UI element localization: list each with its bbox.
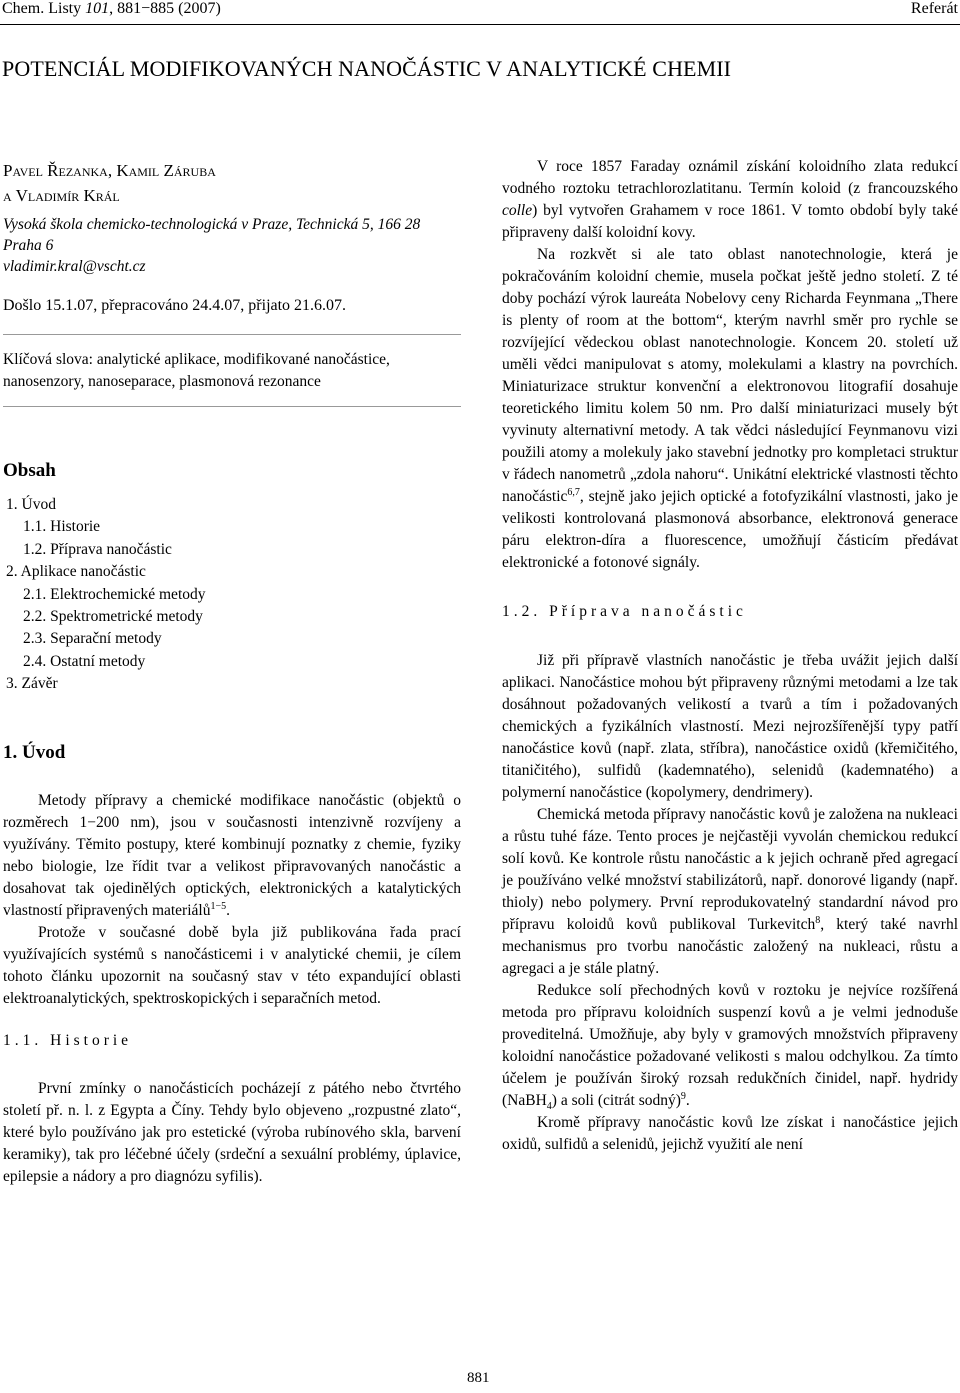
journal-pages: , 881−885 (2007) [109, 0, 221, 17]
toc-item[interactable]: 3. Závěr [6, 675, 58, 693]
article-title: POTENCIÁL MODIFIKOVANÝCH NANOČÁSTIC V ANALYTICKÉ CHEMII [2, 56, 732, 81]
section-1-1-paragraph-3 [502, 244, 958, 574]
toc-item[interactable]: 1. Úvod [6, 496, 56, 513]
section-1-1-heading: 1.1. Historie [3, 1031, 133, 1049]
section-1-2-paragraph-4: Kromě přípravy nanočástic kovů lze získat i nanočástice jejich oxidů, sulfidů a selenidů, jejichž využití ale není [502, 1114, 958, 1153]
affiliation [3, 214, 461, 277]
journal-name: Chem. Listy [2, 0, 86, 17]
section-1-1-paragraph-2 [502, 156, 958, 244]
section-1-1-paragraph-1: První zmínky o nanočásticích pocházejí z pátého nebo čtvrtého století př. n. l. z Egypta a Číny. Tehdy bylo objeveno „rozpustné zlato“, které bylo používáno jak pro estetické (výroba rubínového skla, barvení keramiky), tak pro léčebné účely (srdeční a sexuální problémy, úplavice, epilepsie a nádory a pro diagnózu syfilis). [3, 1079, 461, 1185]
section-1-2-p3-text-a: Redukce solí přechodných kovů v roztoku je nejvíce rozšířená metoda pro přípravu koloidních suspenzí kovů a je velmi jednoduše proveditelná. Umožňuje, aby byly v gramových množstvích připraveny koloidní nanočástice požadované velikosti s malou odchylkou. Za tímto účelem je používán široký rozsah redukčních činidel, např. hydridy (NaBH [502, 982, 958, 1109]
toc-item[interactable]: 2. Aplikace nanočástic [6, 563, 146, 581]
toc-item[interactable]: 2.2. Spektrometrické metody [23, 608, 203, 626]
section-1-2-paragraph-2 [502, 804, 958, 980]
section-1-1-p2-text-b: ) byl vytvořen Grahamem v roce 1861. V tomto období byly také připraveny další koloidní kovy. [502, 202, 958, 241]
toc-item[interactable]: 1.1. Historie [23, 518, 101, 536]
toc-heading: Obsah [3, 460, 56, 481]
toc-item[interactable]: 2.3. Separační metody [23, 630, 162, 648]
journal-volume: 101 [85, 0, 110, 17]
keywords: Klíčová slova: analytické aplikace, modifikované nanočástice, nanosenzory, nanoseparace, plasmonová rezonance [3, 351, 390, 390]
left-column [3, 158, 461, 1188]
citation-ref: 9 [680, 1090, 686, 1102]
citation-ref: 8 [815, 914, 821, 926]
section-1-paragraph-2: Protože v současné době byla již publikována řada prací využívajících systémů s nanočásticemi i v analytické chemii, je cílem tohoto článku upozornit na současný stav v této expandující oblasti elektroanalytických, spektroskopických i separačních metod. [3, 923, 461, 1007]
section-1-p1-text: Metody přípravy a chemické modifikace nanočástic (objektů o rozměrech 1−200 nm), jsou v současnosti intenzivně rozvíjeny a využívány. Těmito postupy, které kombinují poznatky z chemie, fyziky nebo biologie, lze řídit tvar a velikost připravovaných nanočástic a dosahovat tak ojedinělých optických, elektronických a katalytických vlastností připravených materiálů [3, 791, 461, 919]
section-1-2-p3-text-b: ) a soli (citrát sodný) [551, 1092, 681, 1109]
section-1-heading: 1. Úvod [3, 741, 66, 763]
authors [3, 158, 461, 208]
header-divider [0, 24, 960, 25]
authors-line-2: a Vladimír Král [3, 186, 120, 205]
toc-item[interactable]: 1.2. Příprava nanočástic [23, 540, 172, 558]
section-1-1-p3-text-a: Na rozkvět si ale tato oblast nanotechnologie, která je pokračováním koloidní chemie, musela počkat ještě jedno století. Z té doby pochází výrok laureáta Nobelovy ceny Richarda Feynmana „There is plenty of room at the bottom“, kterým navrhl směr pro rychle se rozvíjející vědeckou oblast nanotechnologie. Koncem 20. století už uměli vědci manipulovat s atomy, molekulami a klastry na povrchích. Miniaturizace struktur konvenční a elektronovou litografií dosahuje teoretického limitu kolem 50 nm. Pro další miniaturizaci musely být vyvinuty alternativní metody. A tak vědci následující Feynmanovu vizi použili atomy a molekuly jako stavební jednotky pro kompletaci struktur v řádech nanometrů „zdola nahoru“. Unikátní elektrické vlastnosti těchto nanočástic [502, 246, 958, 505]
citation-ref: 6,7 [567, 486, 580, 498]
affiliation-address: Vysoká škola chemicko-technologická v Praze, Technická 5, 166 28 Praha 6 [3, 216, 421, 254]
section-1-paragraph-1: Metody přípravy a chemické modifikace nanočástic (objektů o rozměrech 1−200 nm), jsou v současnosti intenzivně rozvíjeny a využívány. Těmito postupy, které kombinují poznatky z chemie, fyziky nebo biologie, lze řídit tvar a velikost připravovaných nanočástic a dosahovat tak ojedinělých optických, elektronických a katalytických vlastností připravených materiálů$^{1-5}$. [3, 791, 461, 919]
term-colle: colle [502, 202, 533, 219]
section-1-2-p2-text-a: Chemická metoda přípravy nanočástic kovů je založena na nukleaci a růstu tuhé fáze. Tento proces je nejčastěji vyvolán chemickou redukcí solí kovů. Ke kontrole růstu nanočástic a k jejich ochraně před agregací je používáno velké množství stabilizátorů, např. donorové ligandy (např. thioly) nebo polymery. První reprodukovatelný standardní návod pro přípravu koloidů kovů publikoval Turkevitch [502, 806, 958, 933]
section-1-2-heading: 1.2. Příprava nanočástic [502, 603, 747, 620]
authors-line-1: Pavel Řezanka, Kamil Záruba [3, 161, 216, 180]
section-1-2-p2-text-b: , který také navrhl mechanismus pro tvorbu nanočástic založený na nukleaci, růstu a agregaci a je stále platný. [502, 916, 958, 977]
journal-citation [2, 0, 221, 18]
section-1-2-paragraph-3 [502, 980, 958, 1112]
toc-item[interactable]: 2.1. Elektrochemické metody [23, 585, 206, 603]
section-1-2-p3-text-c: . [685, 1092, 690, 1109]
formula-subscript: 4 [546, 1101, 552, 1113]
right-column [502, 156, 958, 1156]
table-of-contents [3, 494, 461, 696]
page-number: 881 [467, 1370, 490, 1386]
citation-ref: 1−5 [210, 900, 227, 912]
received-dates: Došlo 15.1.07, přepracováno 24.4.07, přijato 21.6.07. [3, 297, 347, 314]
author-email[interactable]: vladimir.kral@vscht.cz [3, 258, 146, 275]
section-1-2-paragraph-1: Již při přípravě vlastních nanočástic je třeba uvážit jejich další aplikaci. Nanočástice mohou být připraveny různými metodami a lze tak dosáhnout požadovaných velikostí a tvarů a tím i požadovaných chemických a fyzikálních vlastností. Mezi nejrozšířenější typy patří nanočástice kovů (např. zlata, stříbra), nanočástice oxidů (křemičitého, titaničitého), sulfidů (kademnatého), selenidů (kademnatého) a polymerní nanočástice (kopolymery, dendrimery). [502, 652, 958, 801]
section-1-1-p2-text-a: V roce 1857 Faraday oznámil získání koloidního zlata redukcí vodného roztoku tetrachlorozlatitanu. Termín koloid (z francouzského [502, 158, 958, 197]
toc-item[interactable]: 2.4. Ostatní metody [23, 652, 146, 670]
section-label: Referát [910, 0, 958, 17]
keywords-bottom-rule [3, 406, 461, 407]
section-1-1-p3-text-b: , stejně jako jejich optické a fotofyzikální vlastnosti, jako je velikosti kontrolovaná plasmonová absorbance, elektronová generace páru elektron-díra a fluorescence, umožňují částicím předávat elektronické a fotonové signály. [502, 488, 958, 571]
